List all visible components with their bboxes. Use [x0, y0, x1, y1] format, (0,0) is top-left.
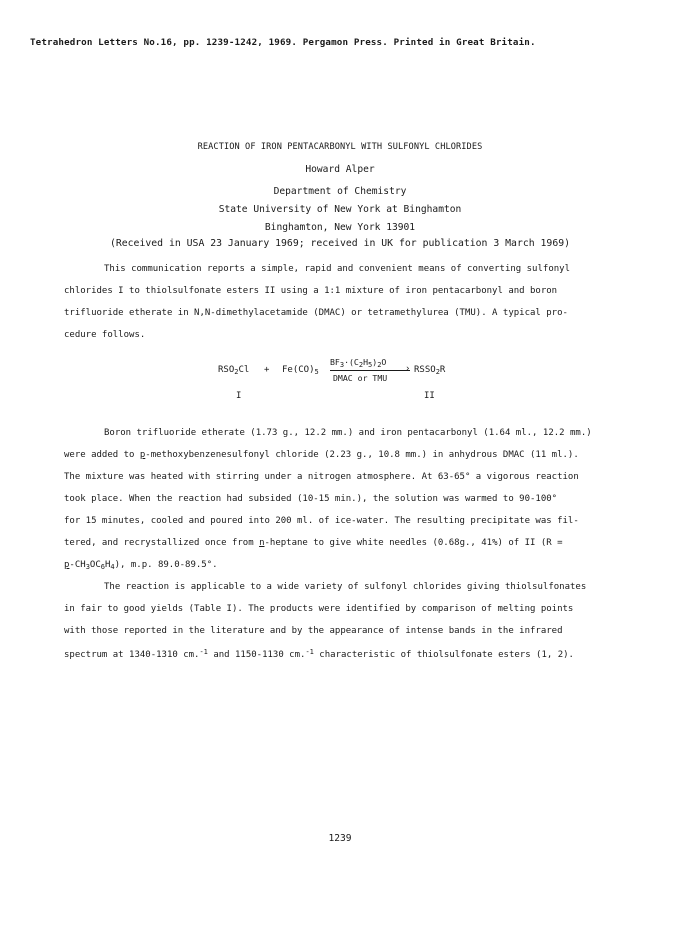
procedure-line: Boron trifluoride etherate (1.73 g., 12.2 mm.) and iron pentacarbonyl (1.64 ml., 12.2 mm.) [104, 428, 592, 438]
scope-line: with those reported in the literature and by the appearance of intense bands in the infrared [64, 626, 563, 636]
arrowhead-icon: › [405, 364, 411, 374]
procedure-line: tered, and recrystallized once from n-heptane to give white needles (0.68g., 41%) of II (R = [64, 538, 563, 548]
intro-line: This communication reports a simple, rapid and convenient means of converting sulfonyl [104, 264, 570, 274]
author-name: Howard Alper [305, 164, 375, 175]
department: Department of Chemistry [273, 186, 407, 197]
received-dates: (Received in USA 23 January 1969; received in UK for publication 3 March 1969) [109, 238, 571, 249]
journal-header: Tetrahedron Letters No.16, pp. 1239-1242, 1969. Pergamon Press. Printed in Great Britain. [30, 37, 536, 48]
scope-line: spectrum at 1340-1310 cm.$^{-1}$ and 1150-1130 cm.$^{-1}$ characteristic of thiolsulfonate esters (1, 2). [64, 648, 574, 660]
scope-line: in fair to good yields (Table I). The products were identified by comparison of melting points [64, 604, 574, 614]
procedure-line: took place. When the reaction had subsided (10-15 min.), the solution was warmed to 90-100° [64, 494, 558, 504]
reaction-conditions-top: BF3·(C2H5)2O [330, 357, 387, 369]
reaction-conditions-bottom: DMAC or TMU [333, 373, 388, 383]
intro-line: cedure follows. [64, 330, 146, 340]
reactant-formula: $RSO_2Cl$ [218, 365, 250, 376]
page-number: 1239 [328, 833, 352, 844]
reactant-label: I [236, 391, 242, 401]
procedure-line: for 15 minutes, cooled and poured into 200 ml. of ice-water. The resulting precipitate was fil- [64, 516, 579, 526]
intro-line: trifluoride etherate in N,N-dimethylacetamide (DMAC) or tetramethylurea (TMU). A typical pro- [64, 308, 568, 318]
procedure-line: were added to p-methoxybenzenesulfonyl chloride (2.23 g., 10.8 mm.) in anhydrous DMAC (11 ml.). [64, 450, 579, 460]
intro-line: chlorides I to thiolsulfonate esters II using a 1:1 mixture of iron pentacarbonyl and boron [64, 286, 558, 296]
city-address: Binghamton, New York 13901 [264, 222, 416, 233]
scope-line: The reaction is applicable to a wide variety of sulfonyl chlorides giving thiolsulfonates [104, 582, 587, 592]
plus-sign: + [264, 365, 270, 375]
reagent-formula: $Fe(CO)_5$ [282, 365, 319, 376]
reaction-arrow [330, 370, 410, 371]
university: State University of New York at Binghamton [218, 204, 462, 215]
product-label: II [424, 391, 435, 401]
product-formula: $RSSO_2R$ [414, 365, 446, 376]
article-title: REACTION OF IRON PENTACARBONYL WITH SULFONYL CHLORIDES [197, 142, 483, 152]
procedure-line: $p-CH_3OC_6H_4$), m.p. 89.0-89.5°. [64, 560, 218, 571]
procedure-line: The mixture was heated with stirring under a nitrogen atmosphere. At 63-65° a vigorous reaction [64, 472, 579, 482]
